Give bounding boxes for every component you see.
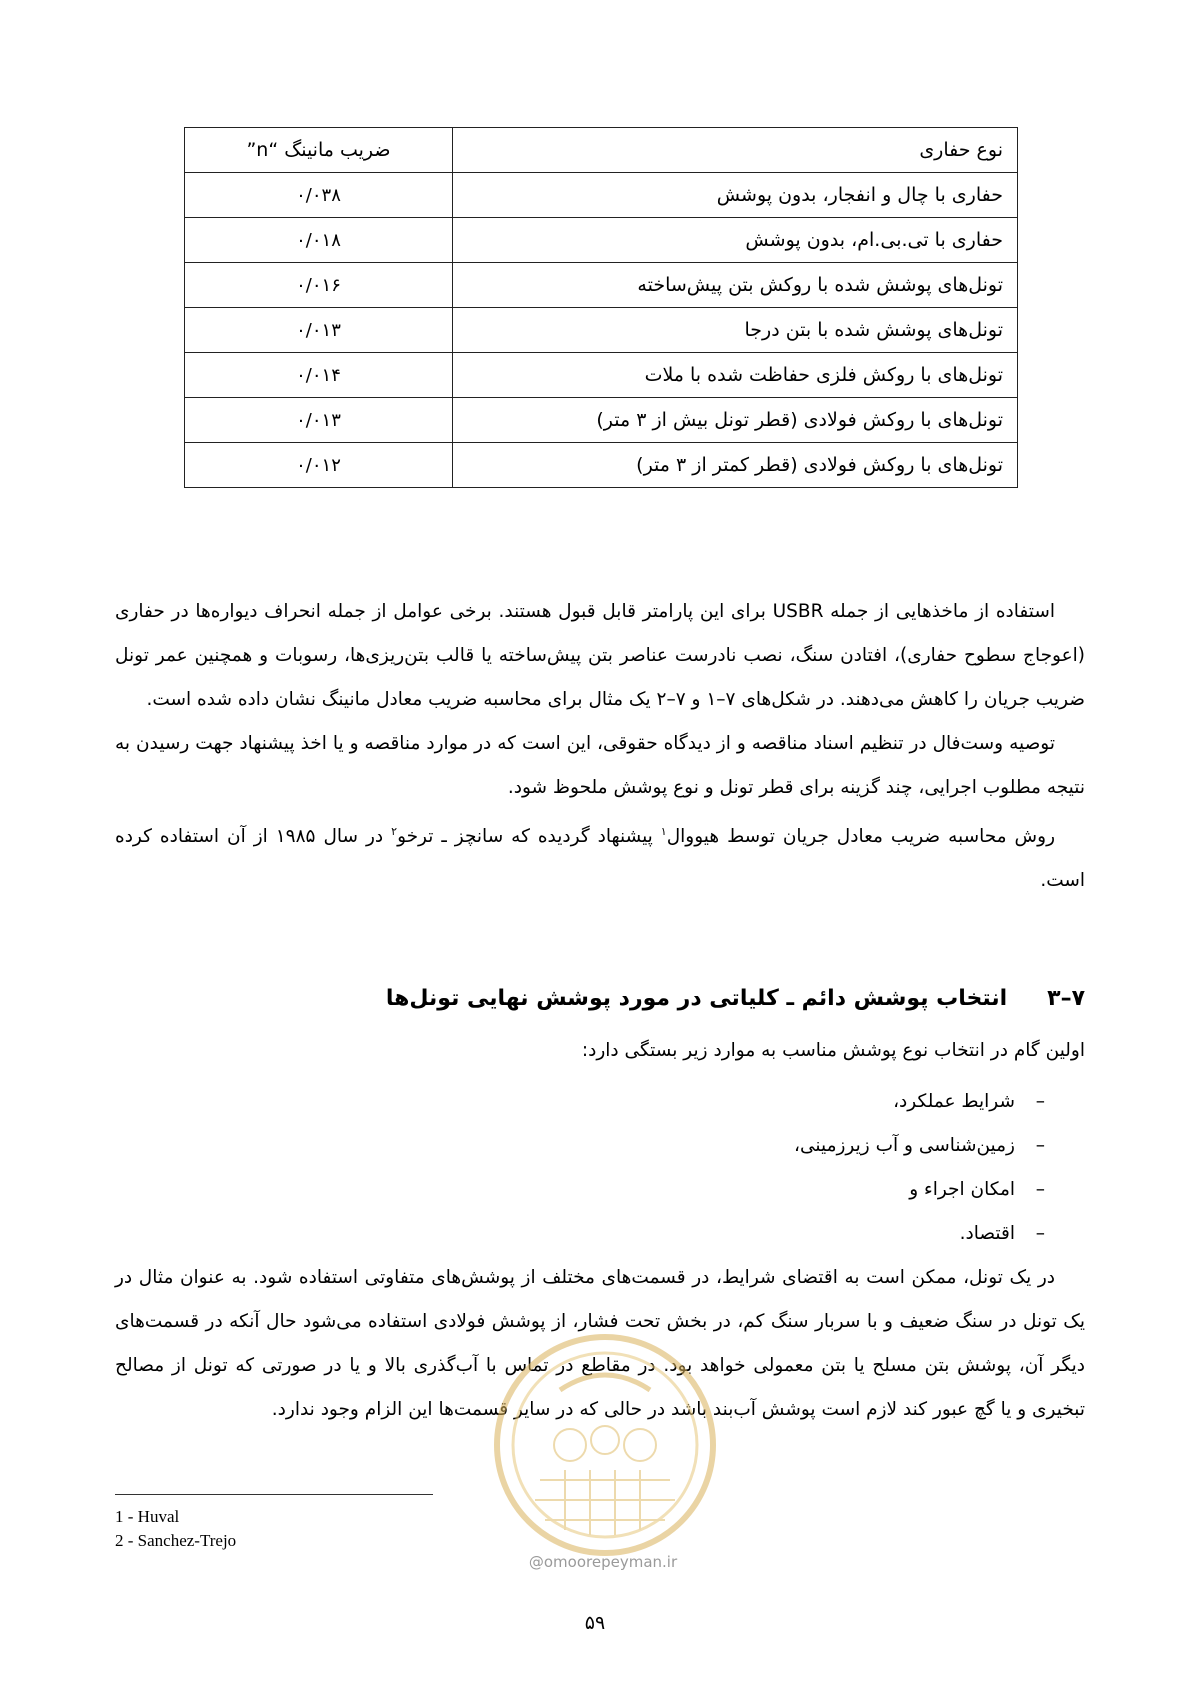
list-item-text: شرایط عملکرد، — [893, 1091, 1015, 1112]
list-item-text: اقتصاد. — [959, 1223, 1015, 1244]
paragraph-huval-part-c: در سال ۱۹۸۵ از آن استفاده کرده است. — [115, 826, 1085, 892]
cell-type: حفاری با چال و انفجار، بدون پوشش — [453, 173, 1018, 218]
dash-bullet: – — [1035, 1135, 1045, 1156]
section-intro: اولین گام در انتخاب نوع پوشش مناسب به موارد زیر بستگی دارد: — [581, 1040, 1085, 1061]
list-item — [115, 1212, 1045, 1256]
header-excavation-type: نوع حفاری — [453, 128, 1018, 173]
list-item — [115, 1080, 1045, 1124]
paragraph-huval-part-b: پیشنهاد گردیده که سانچز ـ ترخو — [397, 826, 661, 848]
paragraph-westfall: توصیه وست‌فال در تنظیم اسناد مناقصه و از دیدگاه حقوقی، این است که در موارد مناقصه و یا اخذ پیشنهاد جهت رسیدن به نتیجه مطلوب اجرایی، چند گزینه برای قطر تونل و نوع پوشش ملحوظ شود. — [115, 733, 1085, 798]
cell-value: ۰/۰۱۳ — [185, 398, 453, 443]
paragraph-usbr: استفاده از ماخذهایی از جمله USBR برای این پارامتر قابل قبول هستند. برخی عوامل از جمله انحراف دیواره‌ها در حفاری (اعوجاج سطوح حفاری)، افتادن سنگ، نصب نادرست عناصر بتن پیش‌ساخته یا قالب بتن‌ریزی‌ها، رسوبات و همچنین عمر تونل ضریب جریان را کاهش می‌دهند. در شکل‌های ۷–۱ و ۷–۲ یک مثال برای محاسبه ضریب معادل مانینگ نشان داده شده است. — [115, 601, 1085, 710]
cell-value: ۰/۰۱۴ — [185, 353, 453, 398]
footnote-1: 1 - Huval — [115, 1507, 180, 1526]
section-title: انتخاب پوشش دائم ـ کلیاتی در مورد پوشش نهایی تونل‌ها — [385, 986, 1008, 1011]
list-item-text: امکان اجراء و — [909, 1179, 1015, 1200]
cell-value: ۰/۰۱۳ — [185, 308, 453, 353]
requirements-list — [115, 1080, 1045, 1256]
section-heading — [115, 986, 1085, 1011]
cell-type: تونل‌های با روکش فولادی (قطر کمتر از ۳ متر) — [453, 443, 1018, 488]
cell-type: تونل‌های پوشش شده با روکش بتن پیش‌ساخته — [453, 263, 1018, 308]
list-item — [115, 1124, 1045, 1168]
manning-coefficient-table — [184, 127, 1018, 488]
cell-value: ۰/۰۱۲ — [185, 443, 453, 488]
dash-bullet: – — [1035, 1179, 1045, 1200]
list-item-text: زمین‌شناسی و آب زیرزمینی، — [794, 1135, 1015, 1156]
footnote-ref-2: ۲ — [391, 825, 398, 838]
paragraph-huval — [115, 810, 1085, 903]
cell-type: حفاری با تی.بی.ام، بدون پوشش — [453, 218, 1018, 263]
table-row — [185, 173, 1018, 218]
dash-bullet: – — [1035, 1091, 1045, 1112]
table-row — [185, 308, 1018, 353]
paragraph-tunnel-linings: در یک تونل، ممکن است به اقتضای شرایط، در قسمت‌های مختلف از پوشش‌های متفاوتی استفاده شود. به عنوان مثال در یک تونل در سنگ ضعیف و با سربار سنگ کم، در بخش تحت فشار، از پوشش فولادی استفاده می‌شود حال آنکه در قسمت‌های دیگر آن، پوشش بتن مسلح یا بتن معمولی خواهد بود. در مقاطع در تماس با آب‌گذری بالا و یا در صورتی که تونل از مصالح تبخیری و یا گچ عبور کند لازم است پوشش آب‌بند باشد در حالی که در سایر قسمت‌ها این الزام وجود ندارد. — [115, 1267, 1085, 1420]
omoorepeyman-seal-watermark — [490, 1330, 720, 1560]
footnote-separator — [115, 1494, 433, 1495]
table-row — [185, 218, 1018, 263]
section-number: ۷–۳ — [1047, 986, 1085, 1011]
table-row — [185, 443, 1018, 488]
paragraph-huval-part-a: روش محاسبه ضریب معادل جریان توسط هیووال — [666, 826, 1055, 848]
dash-bullet: – — [1035, 1223, 1045, 1244]
cell-value: ۰/۰۱۶ — [185, 263, 453, 308]
page-number: ۵۹ — [584, 1612, 606, 1634]
list-item — [115, 1168, 1045, 1212]
footnote-ref-1: ۱ — [660, 825, 667, 838]
cell-type: تونل‌های پوشش شده با بتن درجا — [453, 308, 1018, 353]
footnote-2: 2 - Sanchez-Trejo — [115, 1531, 237, 1550]
cell-type: تونل‌های با روکش فولادی (قطر تونل بیش از ۳ متر) — [453, 398, 1018, 443]
cell-value: ۰/۰۱۸ — [185, 218, 453, 263]
table-row — [185, 398, 1018, 443]
cell-type: تونل‌های با روکش فلزی حفاظت شده با ملات — [453, 353, 1018, 398]
table-row — [185, 263, 1018, 308]
header-manning-coefficient: ضریب مانینگ “n” — [185, 128, 453, 173]
watermark-text: @omoorepeyman.ir — [528, 1553, 678, 1571]
table-header-row — [185, 128, 1018, 173]
cell-value: ۰/۰۳۸ — [185, 173, 453, 218]
body-text-block-1 — [115, 590, 1085, 903]
table-row — [185, 353, 1018, 398]
